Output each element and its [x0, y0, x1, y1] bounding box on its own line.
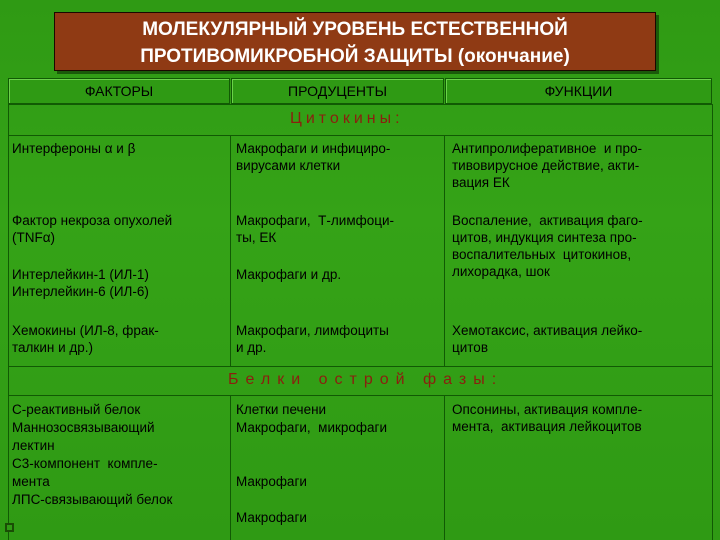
section-title-acute-phase: Белки острой фазы: — [228, 371, 504, 388]
producer-lps: Макрофаги — [236, 510, 307, 525]
slide-title — [54, 12, 656, 71]
column-divider-2b — [444, 395, 445, 540]
column-divider-1b — [230, 395, 231, 540]
table-border-top — [8, 104, 712, 105]
square-bullet-icon — [4, 522, 16, 534]
header-producers: ПРОДУЦЕНТЫ — [231, 78, 444, 104]
producer-interleukins: Макрофаги и др. — [236, 267, 342, 282]
producer-tnf: Макрофаги, Т-лимфоци- ты, ЕК — [236, 213, 394, 245]
section-divider-acute-bottom — [8, 395, 712, 396]
producer-liver-macrophages: Клетки печени Макрофаги, микрофаги — [236, 402, 387, 435]
factor-interferons: Интерфероны α и β — [12, 141, 136, 156]
producer-interferons: Макрофаги и инфициро- вирусами клетки — [236, 141, 391, 173]
table-border-left — [8, 104, 9, 540]
section-divider-acute-top — [8, 366, 712, 367]
header-factors: ФАКТОРЫ — [8, 78, 230, 104]
column-divider-1 — [230, 135, 231, 366]
function-tnf-il: Воспаление, активация фаго- цитов, индукция синтеза про- воспалительных цитокинов, лихорадка, шок — [452, 213, 643, 279]
slide-title-line-1: МОЛЕКУЛЯРНЫЙ УРОВЕНЬ ЕСТЕСТВЕННОЙ — [142, 19, 568, 40]
slide-title-line-2: ПРОТИВОМИКРОБНОЙ ЗАЩИТЫ (окончание) — [140, 46, 570, 67]
function-interferons: Антипролиферативное и про- тивовирусное действие, акти- вация ЕК — [452, 141, 642, 190]
section-divider-cytokines — [8, 135, 712, 136]
producer-chemokines: Макрофаги, лимфоциты и др. — [236, 323, 389, 355]
function-acute-phase: Опсонины, активация компле- мента, активация лейкоцитов — [452, 402, 643, 434]
function-chemokines: Хемотаксис, активация лейко- цитов — [452, 323, 643, 355]
factor-chemokines: Хемокины (ИЛ-8, фрак- талкин и др.) — [12, 323, 159, 355]
column-divider-2 — [444, 135, 445, 366]
header-functions: ФУНКЦИИ — [445, 78, 712, 104]
table-border-right — [712, 104, 713, 540]
factor-tnf: Фактор некроза опухолей (TNFα) — [12, 213, 173, 245]
factor-interleukins: Интерлейкин-1 (ИЛ-1) Интерлейкин-6 (ИЛ-6) — [12, 267, 149, 299]
producer-c3: Макрофаги — [236, 474, 307, 489]
section-title-cytokines: Цитокины: — [290, 110, 404, 127]
factors-acute-phase: С-реактивный белок Маннозосвязывающий лектин С3-компонент компле- мента ЛПС-связывающий белок — [12, 402, 173, 507]
